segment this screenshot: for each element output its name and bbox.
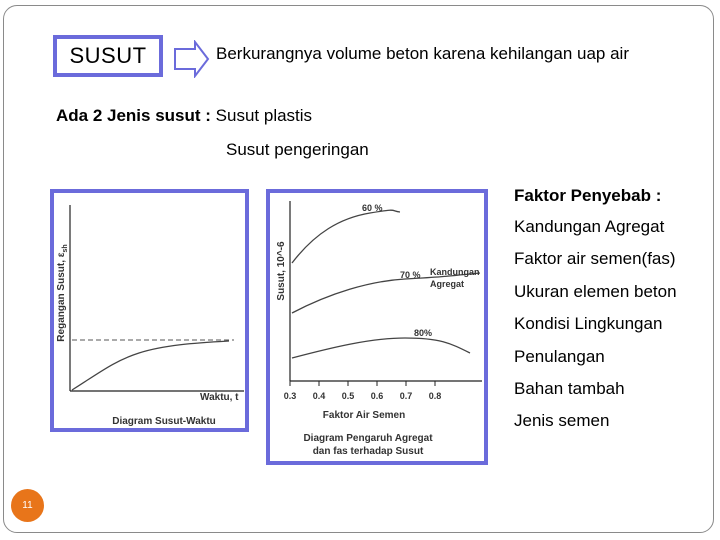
curve-label-80: 80% bbox=[414, 328, 433, 338]
type-drying: Susut pengeringan bbox=[226, 140, 369, 159]
x-tick-label: 0.3 bbox=[283, 391, 297, 401]
legend-label: Kandungan bbox=[430, 267, 480, 277]
page-number: 11 bbox=[22, 500, 33, 511]
x-tick-label: 0.4 bbox=[312, 391, 326, 401]
factor-item: Ukuran elemen beton bbox=[514, 281, 677, 301]
factor-item: Jenis semen bbox=[514, 411, 610, 431]
y-axis-label: Susut, 10^-6 bbox=[276, 241, 287, 301]
curve-60 bbox=[292, 210, 400, 263]
y-axis-label: Regangan Susut, $\varepsilon_{sh}$ bbox=[56, 244, 69, 342]
factor-item: Penulangan bbox=[514, 346, 605, 366]
diagram-caption: Diagram Susut-Waktu bbox=[112, 416, 216, 427]
legend-label: Agregat bbox=[430, 279, 465, 289]
shrinkage-types bbox=[56, 106, 312, 126]
slide-title bbox=[53, 35, 163, 77]
factor-item: Kondisi Lingkungan bbox=[514, 314, 663, 334]
factor-item: Faktor air semen(fas) bbox=[514, 249, 676, 269]
page-number-badge bbox=[11, 489, 44, 522]
types-label: Ada 2 Jenis susut : bbox=[56, 106, 211, 125]
type-plastic: Susut plastis bbox=[215, 106, 313, 125]
x-tick-label: 0.6 bbox=[370, 391, 384, 401]
x-ticks bbox=[290, 381, 435, 386]
curve-label-70: 70 % bbox=[400, 270, 421, 280]
right-arrow-icon bbox=[174, 40, 210, 78]
factor-item: Bahan tambah bbox=[514, 378, 625, 398]
shrinkage-time-diagram bbox=[50, 189, 249, 432]
diagram-caption: dan fas terhadap Susut bbox=[312, 446, 424, 457]
definition-text: Berkurangnya volume beton karena kehilangan uap air bbox=[216, 44, 629, 63]
x-tick-label: 0.5 bbox=[341, 391, 355, 401]
x-tick-label: 0.8 bbox=[428, 391, 442, 401]
diagram-caption: Diagram Pengaruh Agregat bbox=[303, 433, 433, 444]
x-tick-label: 0.7 bbox=[399, 391, 413, 401]
x-axis-label: Faktor Air Semen bbox=[322, 410, 406, 421]
shrinkage-curve bbox=[72, 341, 229, 390]
slide-title-text: SUSUT bbox=[69, 43, 147, 68]
factor-item: Kandungan Agregat bbox=[514, 217, 665, 236]
curve-80 bbox=[292, 338, 470, 358]
factors-heading: Faktor Penyebab : bbox=[514, 186, 662, 205]
factors-list bbox=[514, 186, 677, 444]
curve-label-60: 60 % bbox=[362, 203, 383, 213]
x-axis-label: Waktu, t bbox=[200, 392, 239, 403]
aggregate-fas-diagram bbox=[266, 189, 488, 465]
